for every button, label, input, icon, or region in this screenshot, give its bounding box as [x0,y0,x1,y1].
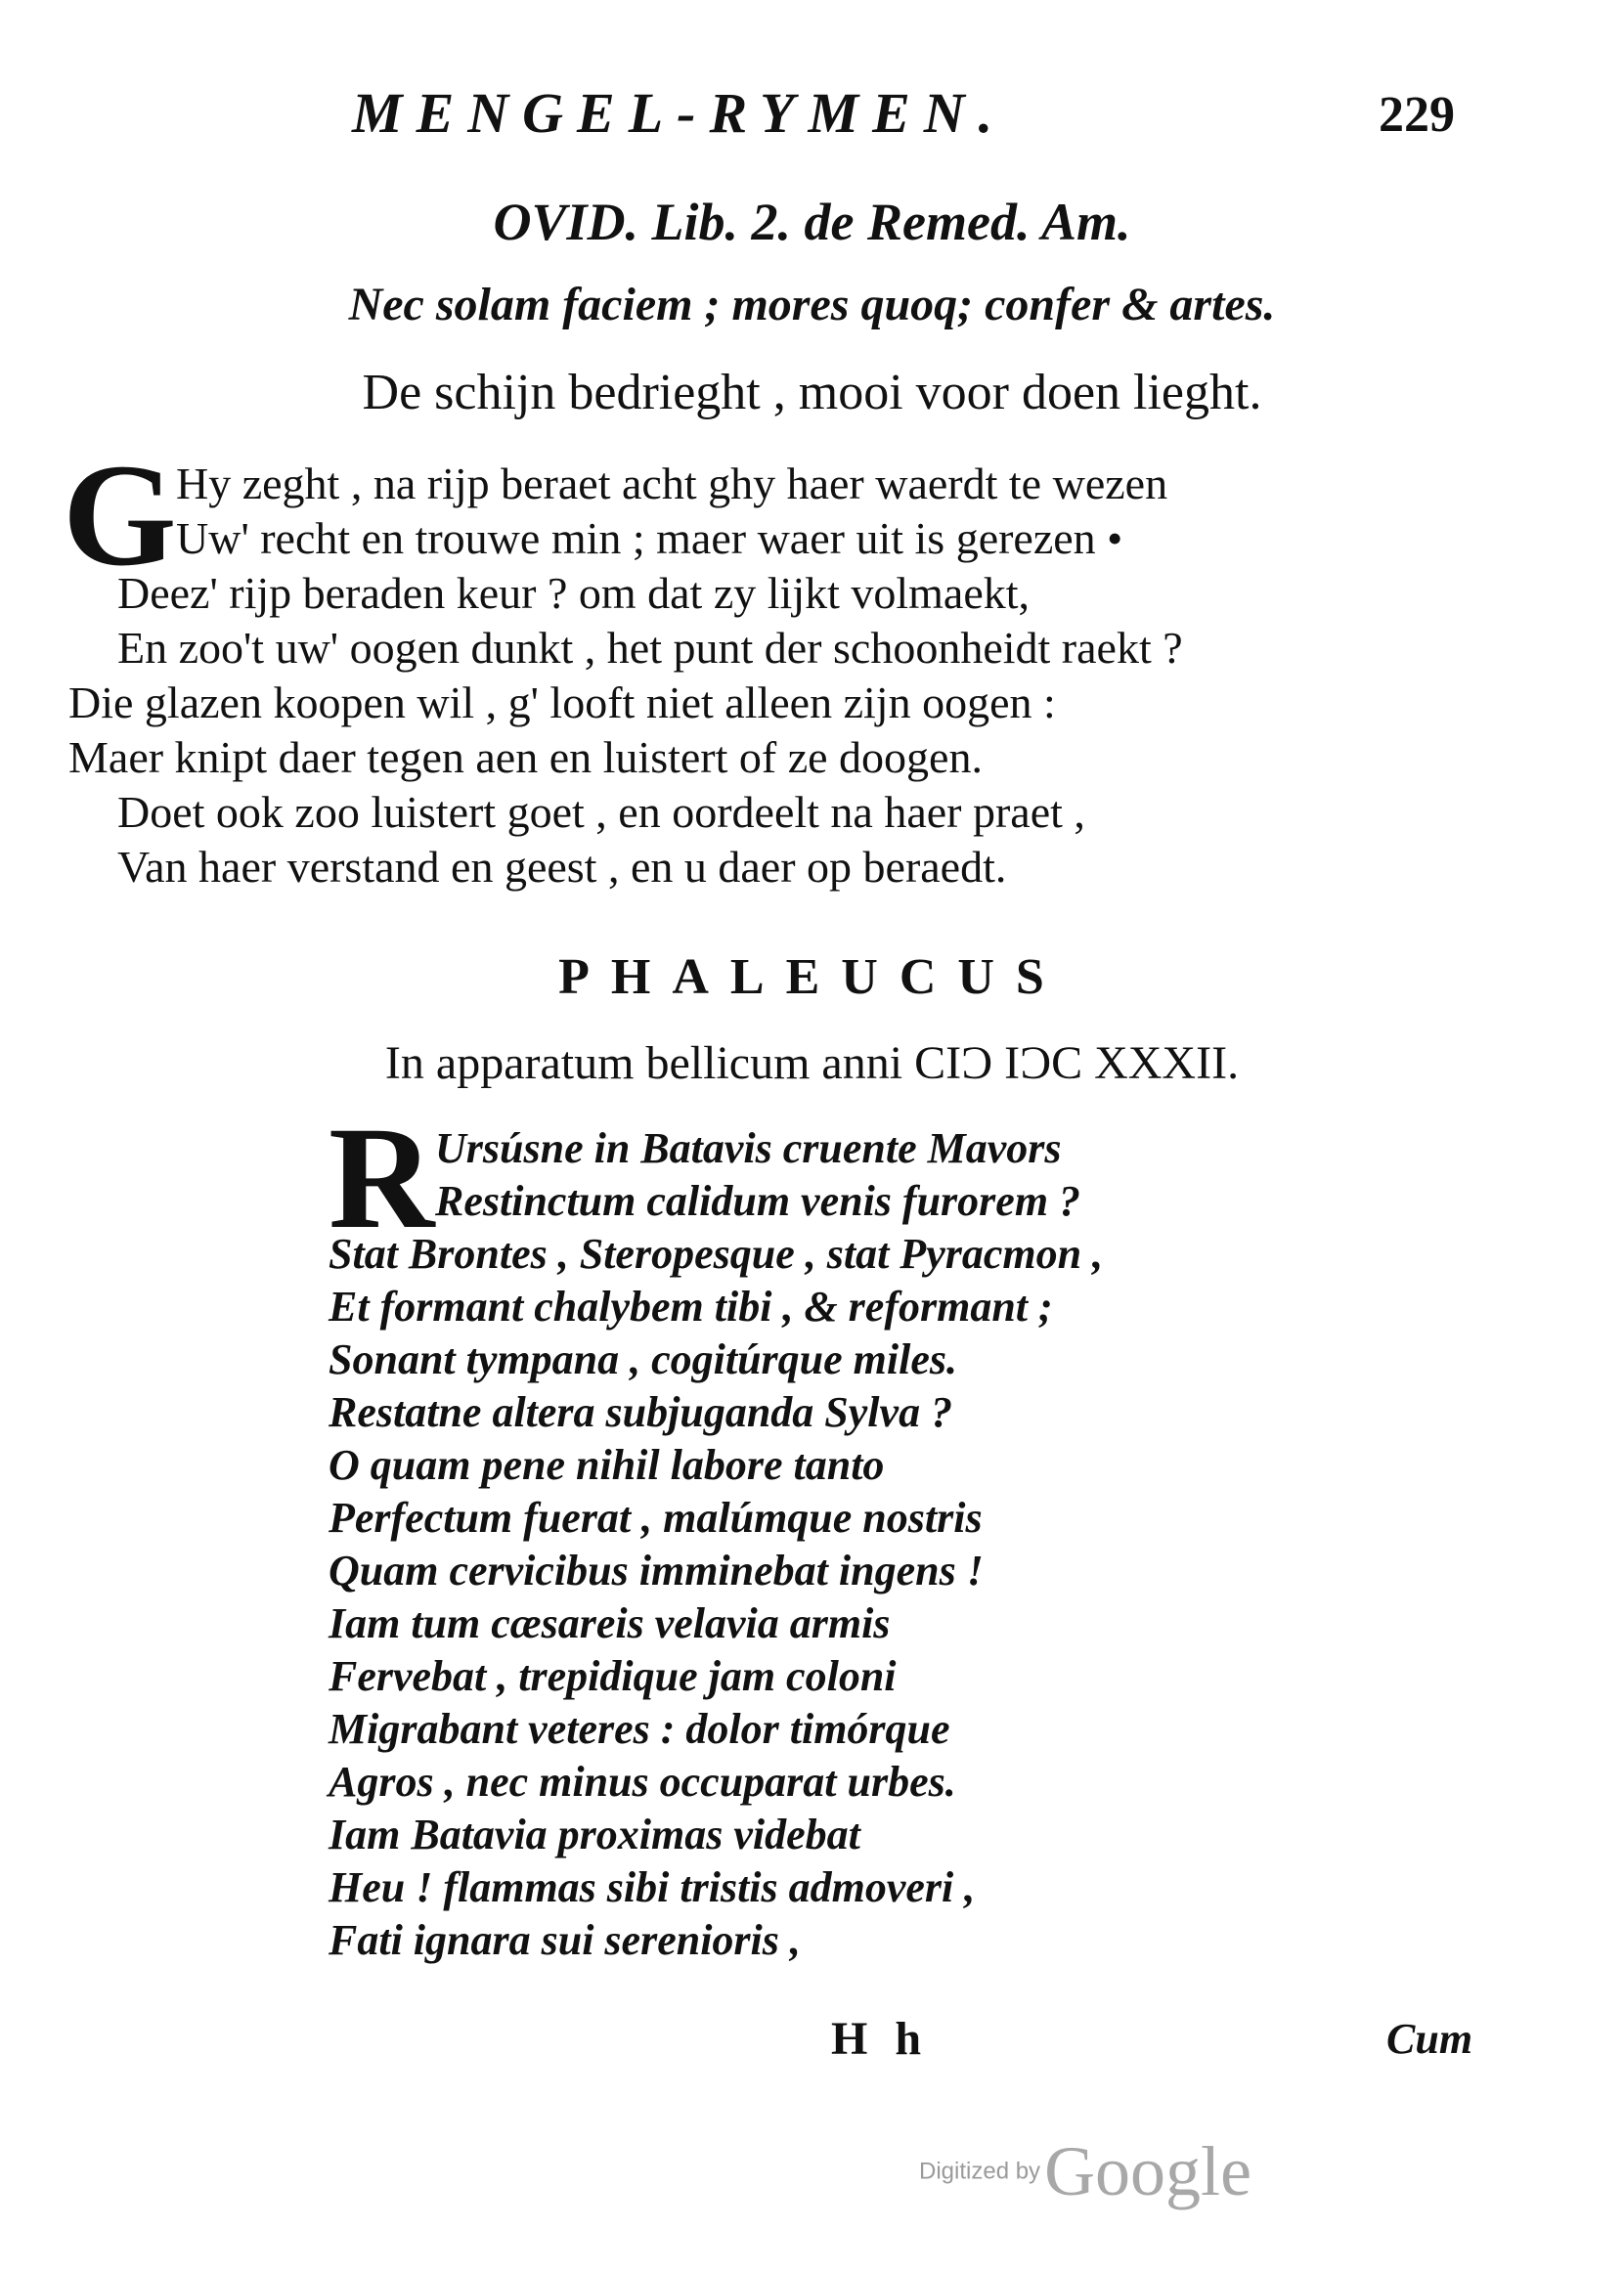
poem-line: Agros , nec minus occuparat urbes. [329,1758,956,1806]
poem-line: Fervebat , trepidique jam coloni [329,1652,897,1700]
poem-line: O quam pene nihil labore tanto [329,1441,885,1489]
poem-line: Sonant tympana , cogitúrque miles. [329,1335,957,1383]
poem-line: Quam cervicibus imminebat ingens ! [329,1547,984,1595]
poem-line: Van haer verstand en geest , en u daer op beraedt. [117,842,1007,892]
poem-line: En zoo't uw' oogen dunkt , het punt der schoonheidt raekt ? [117,623,1183,673]
poem-line: Die glazen koopen wil , g' looft niet alleen zijn oogen : [68,677,1056,727]
catchword: Cum [1386,2015,1473,2063]
motto-latin: Nec solam faciem ; mores quoq; confer & artes. [348,279,1276,330]
poem-line: Restinctum calidum venis furorem ? [435,1177,1081,1225]
motto-dutch: De schijn bedrieght , mooi voor doen lieght. [362,365,1262,420]
dropcap-r: R [329,1097,435,1259]
poem-line: Ursúsne in Batavis cruente Mavors [435,1124,1062,1172]
poem-line: Restatne altera subjuganda Sylva ? [329,1388,953,1436]
poem-line: Uw' recht en trouwe min ; maer waer uit is gerezen • [176,513,1123,563]
poem-line: Migrabant veteres : dolor timórque [329,1705,950,1753]
poem-line: Iam Batavia proximas videbat [329,1811,860,1858]
dropcap-g: G [63,434,177,596]
google-logo: Google [1044,2132,1252,2210]
poem-line: Fati ignara sui serenioris , [329,1916,801,1964]
watermark-small-text: Digitized by [919,2158,1041,2185]
poem-line: Hy zeght , na rijp beraet acht ghy haer waerdt te wezen [176,459,1168,508]
poem-line: Maer knipt daer tegen aen en luistert of ze doogen. [68,732,983,782]
source-citation: OVID. Lib. 2. de Remed. Am. [493,193,1131,251]
poem-line: Heu ! flammas sibi tristis admoveri , [329,1863,976,1911]
poem-line: Stat Brontes , Steropesque , stat Pyracmon , [329,1230,1104,1278]
poem-line: Doet ook zoo luistert goet , en oordeelt na haer praet , [117,787,1085,837]
section-subtitle: In apparatum bellicum anni CIƆ IƆC XXXII. [384,1037,1240,1089]
poem-line: Perfectum fuerat , malúmque nostris [329,1494,983,1542]
poem-line: Et formant chalybem tibi , & reformant ; [329,1283,1053,1331]
poem-line: Deez' rijp beraden keur ? om dat zy lijkt volmaekt, [117,568,1031,618]
digitization-watermark [919,2131,1251,2212]
poem-line: Iam tum cæsareis velavia armis [329,1599,891,1647]
running-head: MENGEL-RYMEN. [352,81,1007,145]
signature-mark: H h [831,2013,930,2065]
section-title: PHALEUCUS [558,949,1066,1005]
page-number: 229 [1379,87,1455,143]
